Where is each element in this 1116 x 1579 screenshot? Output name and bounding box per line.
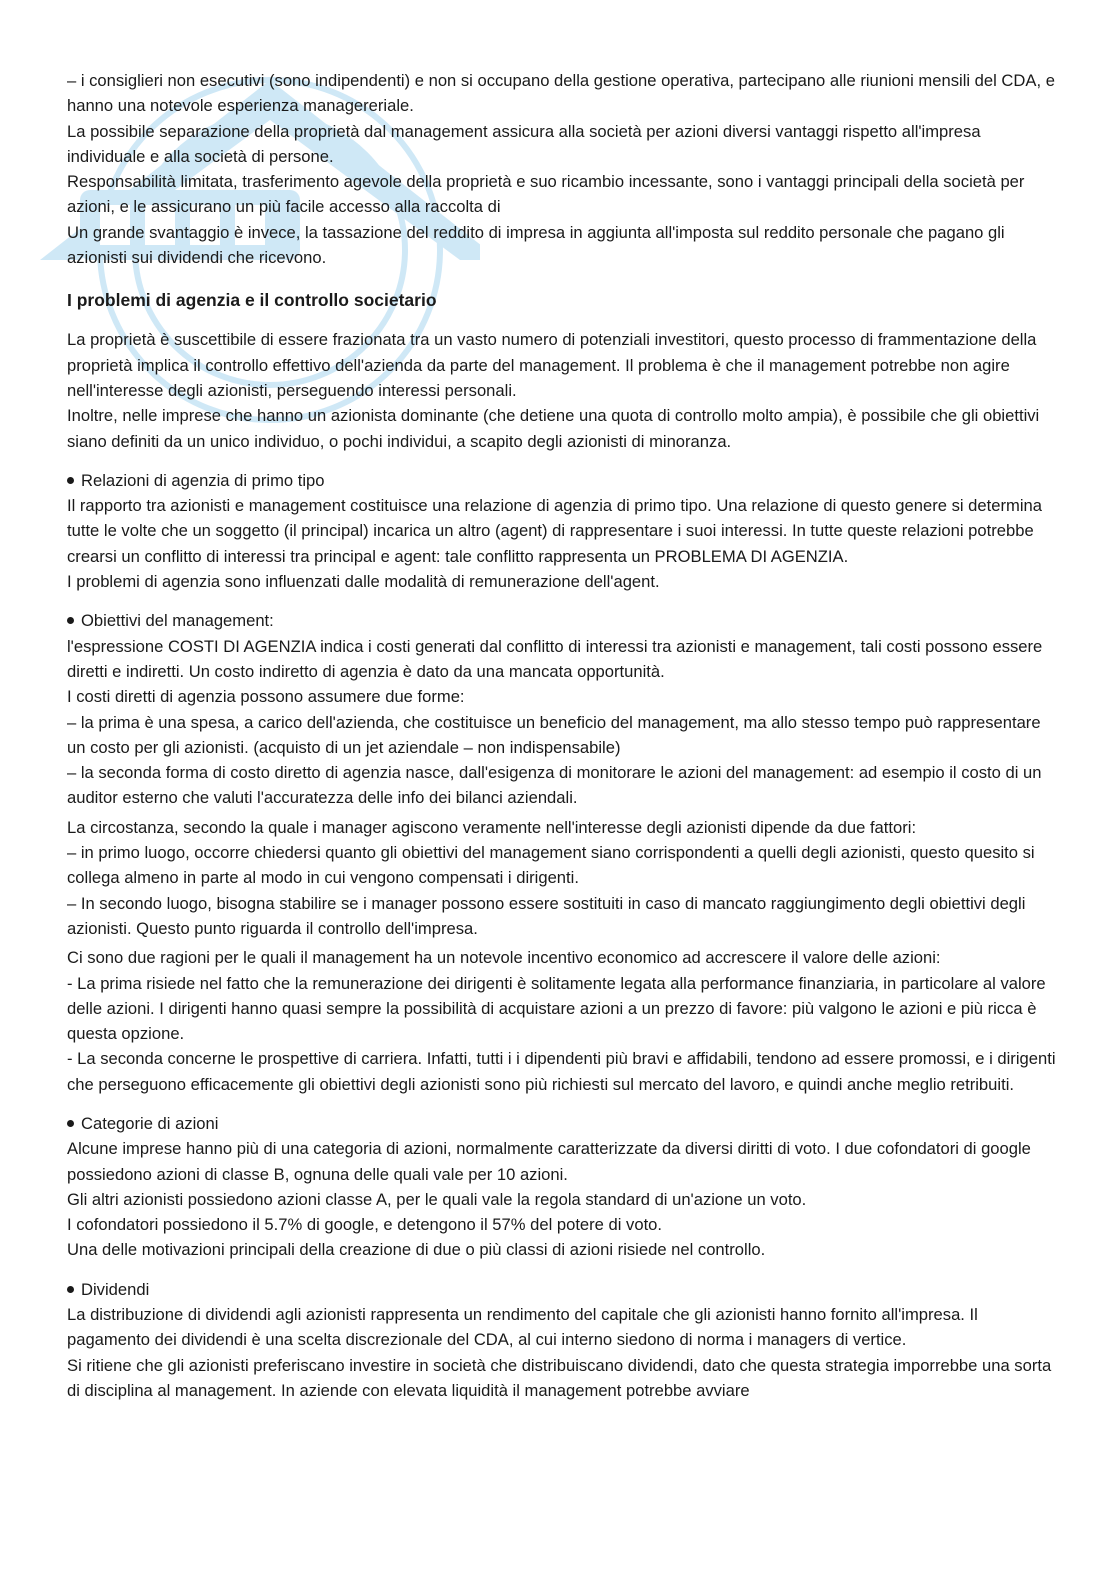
paragraph: Alcune imprese hanno più di una categoria di azioni, normalmente caratterizzate da diversi diritti di voto. I due cofondatori di google possiedono azioni di classe B, ognuna delle quali vale per 10 azioni. — [67, 1139, 1031, 1184]
bullet-heading — [67, 468, 1057, 493]
paragraph: – la prima è una spesa, a carico dell'azienda, che costituisce un beneficio del management, ma allo stesso tempo può rappresentare un costo per gli azionisti. (acquisto di un jet aziendale – non indispensabile) — [67, 712, 1041, 757]
paragraph: Un grande svantaggio è invece, la tassazione del reddito di impresa in aggiunta all'imposta sul reddito personale che pagano gli azionisti sui dividendi che ricevono. — [67, 222, 1005, 268]
paragraph: - La seconda concerne le prospettive di carriera. Infatti, tutti i i dipendenti più bravi e affidabili, tendono ad essere promossi, e i dirigenti che perseguono efficacemente gli obiettivi degli azionisti sono più richiesti sul mercato del lavoro, e quindi anche meglio retribuiti. — [67, 1049, 1056, 1094]
paragraph: Responsabilità limitata, trasferimento agevole della proprietà e suo ricambio incessante, sono i vantaggi principali della società per azioni, e le assicurano un più facile accesso alla raccolta di — [67, 172, 1025, 217]
relazioni-block — [67, 468, 1057, 594]
paragraph: – i consiglieri non esecutivi (sono indipendenti) e non si occupano della gestione operativa, partecipano alle riunioni mensili del CDA, e hanno una notevole esperienza managereriale. — [67, 71, 1055, 116]
bullet-heading-label: Relazioni di agenzia di primo tipo — [81, 470, 325, 490]
bullet-icon — [67, 1286, 74, 1293]
paragraph: – In secondo luogo, bisogna stabilire se i manager possono essere sostituiti in caso di mancato raggiungimento degli obiettivi degli azionisti. Questo punto riguarda il controllo dell'impresa. — [67, 893, 1026, 938]
bullet-heading-label: Dividendi — [81, 1279, 150, 1299]
bullet-icon — [67, 477, 74, 484]
section-title: I problemi di agenzia e il controllo societario — [67, 290, 437, 311]
categorie-block — [67, 1111, 1057, 1263]
paragraph: Ci sono due ragioni per le quali il management ha un notevole incentivo economico ad accrescere il valore delle azioni: — [67, 948, 941, 968]
bullet-heading — [67, 1277, 1057, 1302]
paragraph: Inoltre, nelle imprese che hanno un azionista dominante (che detiene una quota di controllo molto ampia), è possibile che gli obiettivi siano definiti da un unico individuo, o pochi individui, a scapito degli azionisti di minoranza. — [67, 406, 1040, 451]
bullet-icon — [67, 617, 74, 624]
paragraph: La proprietà è suscettibile di essere frazionata tra un vasto numero di potenziali investitori, questo processo di frammentazione della proprietà implica il controllo effettivo dell'azienda da parte del management. Il problema è che il management potrebbe non agire nell'interesse degli azionisti, perseguendo interessi personali. — [67, 330, 1037, 400]
paragraph: I cofondatori possiedono il 5.7% di google, e detengono il 57% del potere di voto. — [67, 1215, 663, 1235]
paragraph: Una delle motivazioni principali della creazione di due o più classi di azioni risiede nel controllo. — [67, 1240, 766, 1260]
paragraph: Gli altri azionisti possiedono azioni classe A, per le quali vale la regola standard di un'azione un voto. — [67, 1189, 807, 1209]
bullet-heading — [67, 608, 1057, 633]
paragraph: – in primo luogo, occorre chiedersi quanto gli obiettivi del management siano corrispondenti a quelli degli azionisti, questo quesito si collega almeno in parte al modo in cui vengono compensati i dirigenti. — [67, 843, 1035, 888]
bullet-icon — [67, 1120, 74, 1127]
obiettivi-block — [67, 608, 1057, 1097]
paragraph: Il rapporto tra azionisti e management costituisce una relazione di agenzia di primo tipo. Una relazione di questo genere si determina tutte le volte che un soggetto (il principal) incarica un altro (agent) di rappresentare i suoi interessi. In tutte queste relazioni potrebbe crearsi un conflitto di interessi tra principal e agent: tale conflitto rappresenta un PROBLEMA DI AGENZIA. — [67, 496, 1042, 566]
paragraph: I costi diretti di agenzia possono assumere due forme: — [67, 687, 465, 707]
dividendi-block — [67, 1277, 1057, 1403]
section-intro — [67, 327, 1057, 453]
bullet-heading-label: Obiettivi del management: — [81, 611, 274, 631]
paragraph: La possibile separazione della proprietà dal management assicura alla società per azioni diversi vantaggi rispetto all'impresa individuale e alla società di persone. — [67, 121, 981, 166]
paragraph: – la seconda forma di costo diretto di agenzia nasce, dall'esigenza di monitorare le azioni del management: ad esempio il costo di un auditor esterno che valuti l'accuratezza delle info dei bilanci aziendali. — [67, 763, 1042, 808]
paragraph: Si ritiene che gli azionisti preferiscano investire in società che distribuiscano dividendi, dato che questa strategia imporrebbe una sorta di disciplina al management. In aziende con elevata liquidità il management potrebbe avviare — [67, 1355, 1052, 1400]
bullet-heading-label: Categorie di azioni — [81, 1113, 219, 1133]
document-page — [67, 68, 1057, 1403]
bullet-heading — [67, 1111, 1057, 1136]
paragraph: I problemi di agenzia sono influenzati dalle modalità di remunerazione dell'agent. — [67, 572, 660, 592]
paragraph: La circostanza, secondo la quale i manager agiscono veramente nell'interesse degli azionisti dipende da due fattori: — [67, 817, 917, 837]
paragraph: - La prima risiede nel fatto che la remunerazione dei dirigenti è solitamente legata alla performance finanziaria, in particolare al valore delle azioni. I dirigenti hanno quasi sempre la possibilità di acquistare azioni a un prezzo di favore: più valgono le azioni e più ricca è questa opzione. — [67, 973, 1046, 1044]
paragraph: La distribuzione di dividendi agli azionisti rappresenta un rendimento del capitale che gli azionisti hanno fornito all'impresa. Il pagamento dei dividendi è una scelta discrezionale del CDA, al cui interno siedono di norma i managers di vertice. — [67, 1305, 978, 1350]
intro-block — [67, 68, 1057, 270]
paragraph: l'espressione COSTI DI AGENZIA indica i costi generati dal conflitto di interessi tra azionisti e management, tali costi possono essere diretti e indiretti. Un costo indiretto di agenzia è dato da una mancata opportunità. — [67, 636, 1043, 681]
